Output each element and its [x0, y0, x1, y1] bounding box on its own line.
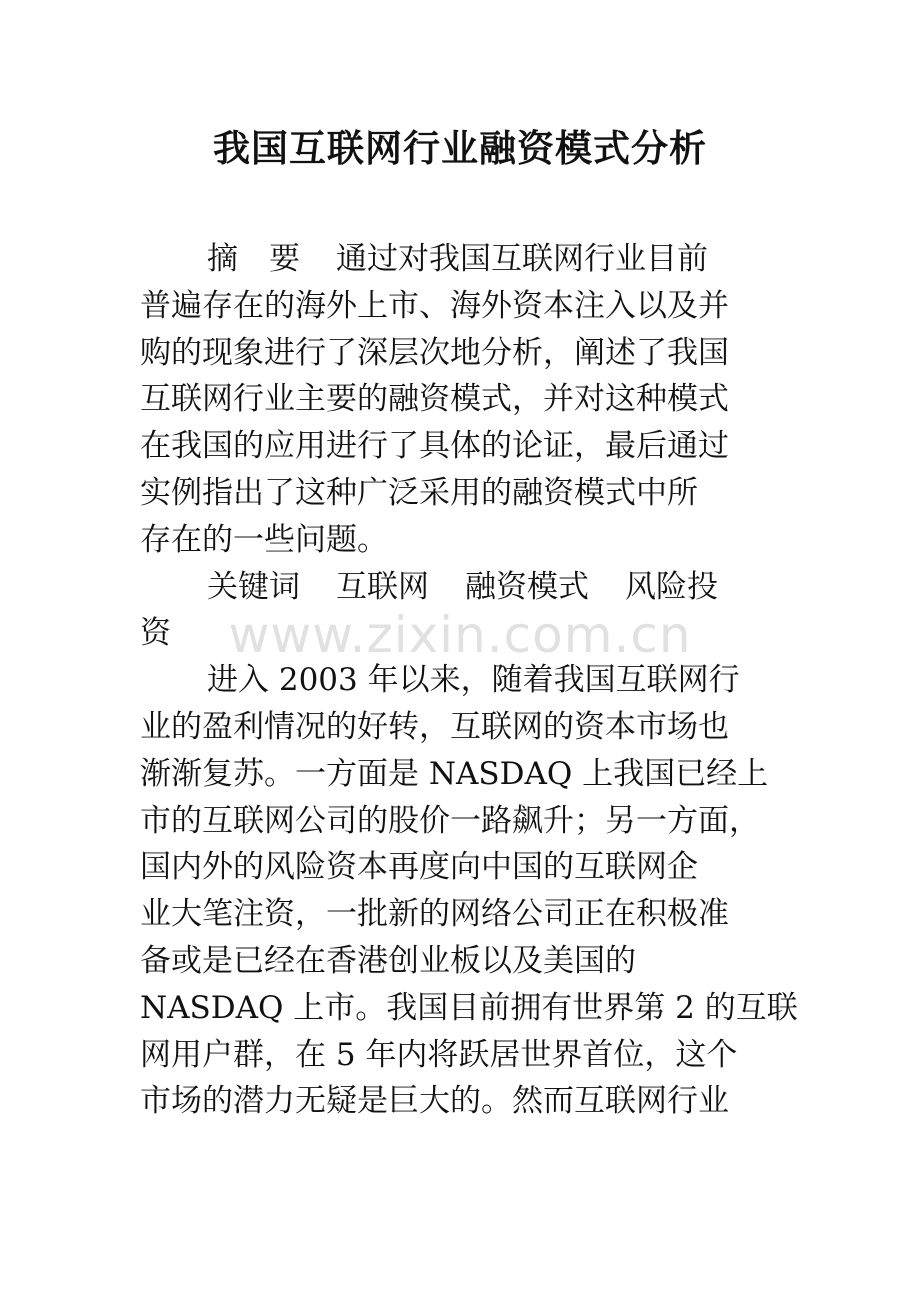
abstract-line: 普遍存在的海外上市、海外资本注入以及并: [140, 287, 729, 324]
keywords-line: [140, 564, 785, 611]
body-line: 市场的潜力无疑是巨大的。然而互联网行业: [140, 1083, 729, 1120]
watermark: www.zixin.com.cn: [228, 606, 692, 664]
abstract-line: 互联网行业主要的融资模式，并对这种模式: [140, 381, 729, 418]
abstract-section: [140, 236, 798, 1125]
document-title: 我国互联网行业融资模式分析: [213, 126, 707, 170]
keyword-item: 融资模式: [465, 568, 589, 605]
body-line: 进入 2003 年以来，随着我国互联网行: [207, 662, 740, 699]
body-line: 业的盈利情况的好转，互联网的资本市场也: [140, 708, 729, 745]
body-line: 网用户群，在 5 年内将跃居世界首位，这个: [140, 1036, 738, 1073]
abstract-line: 通过对我国互联网行业目前: [336, 241, 708, 277]
abstract-line: 实例指出了这种广泛采用的融资模式中所: [140, 474, 698, 511]
body-line: 国内外的风险资本再度向中国的互联网企: [140, 849, 698, 886]
keywords-continuation: 资: [140, 615, 171, 652]
abstract-label: 摘 要: [207, 241, 300, 277]
body-line: 渐渐复苏。一方面是 NASDAQ 上我国已经上: [140, 755, 769, 792]
abstract-line: 存在的一些问题。: [140, 521, 388, 558]
body-line: 备或是已经在香港创业板以及美国的: [140, 942, 636, 979]
abstract-first-line: [140, 236, 785, 283]
body-line: 业大笔注资，一批新的网络公司正在积极准: [140, 896, 729, 933]
body-line: 市的互联网公司的股价一路飙升；另一方面，: [140, 802, 760, 839]
keywords-label: 关键词: [207, 568, 300, 605]
abstract-line: 在我国的应用进行了具体的论证，最后通过: [140, 428, 729, 465]
keyword-item: 风险投: [625, 568, 718, 605]
body-line: NASDAQ 上市。我国目前拥有世界第 2 的互联: [140, 989, 798, 1026]
abstract-line: 购的现象进行了深层次地分析，阐述了我国: [140, 334, 729, 371]
keyword-item: 互联网: [336, 568, 429, 605]
